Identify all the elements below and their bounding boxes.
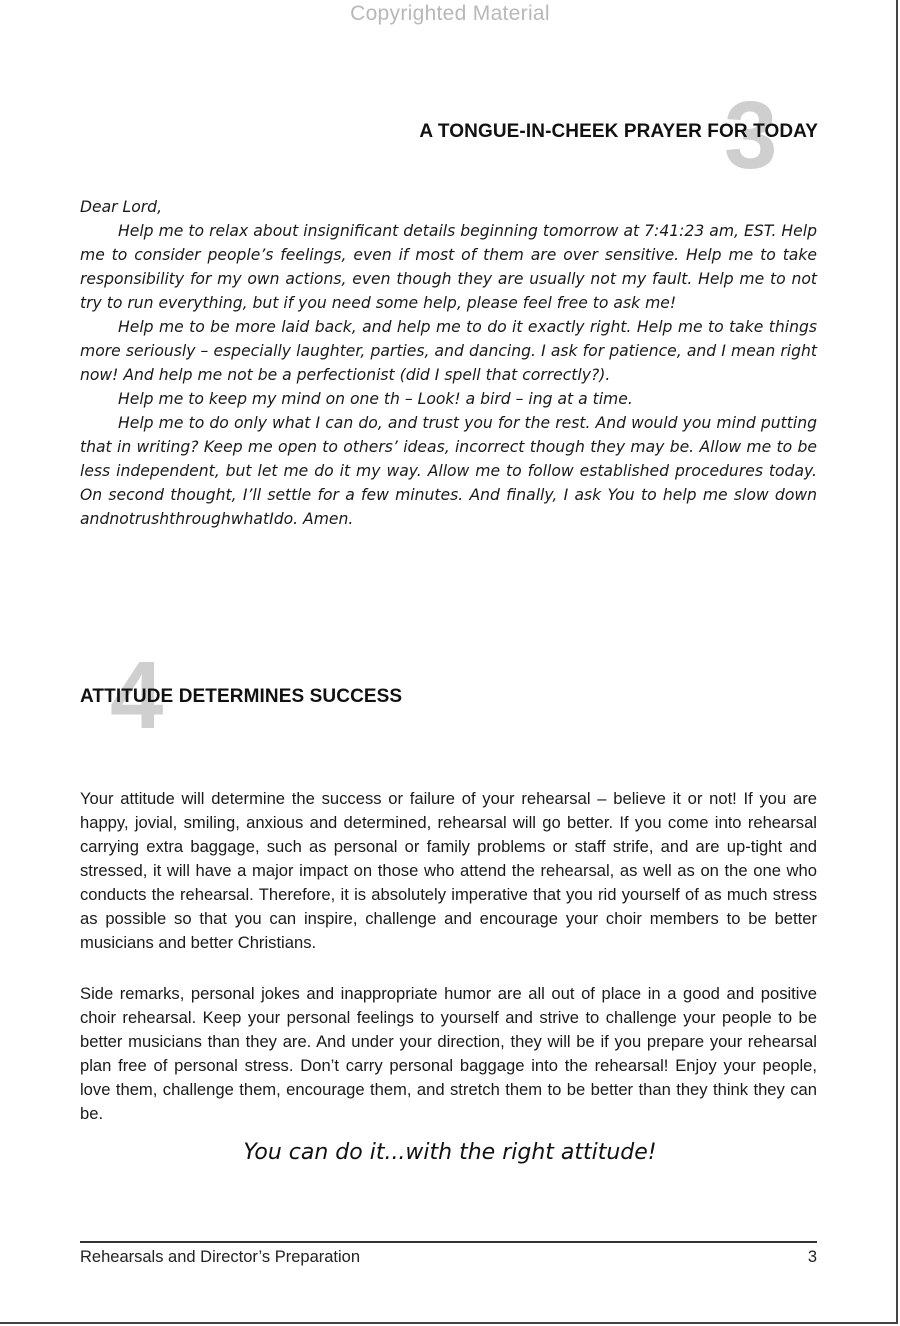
attitude-paragraph-1: Your attitude will determine the success or failure of your rehearsal – believe it or not! If you are happy, jovial, smiling, anxious and determined, rehearsal will go better. If you come into rehearsal carrying extra baggage, such as personal or family problems or staff strife, and are up-tight and stressed, it will have a major impact on those who attend the rehearsal, as well as on the one who conducts the rehearsal. Therefore, it is absolutely imperative that you rid yourself of as much stress as possible so that you can inspire, challenge and encourage your choir members to be better musicians and better Christians.	[80, 789, 817, 952]
body-paragraph	[80, 787, 817, 955]
section-number-4: 4	[110, 642, 164, 749]
footer-divider	[80, 1241, 817, 1243]
prayer-paragraph: Help me to be more laid back, and help me to do it exactly right. Help me to take things more seriously – especially laughter, parties, and dancing. I ask for patience, and I mean right now! And help me not be a perfectionist (did I spell that correctly?).	[80, 318, 817, 384]
section-number-3: 3	[724, 82, 778, 189]
page-number: 3	[807, 1248, 817, 1266]
closing-line: You can do it...with the right attitude!	[243, 1140, 657, 1165]
attitude-paragraph-2: Side remarks, personal jokes and inappropriate humor are all out of place in a good and positive choir rehearsal. Keep your personal feelings to yourself and strive to challenge your people to be better musicians than they are. And under your direction, they will be if you prepare your rehearsal plan free of personal stress. Don’t carry personal baggage into the rehearsal! Enjoy your people, love them, challenge them, encourage them, and stretch them to be better than they think they can be.	[80, 984, 817, 1123]
copyright-watermark: Copyrighted Material	[350, 2, 550, 25]
prayer-paragraph: Help me to keep my mind on one th – Look! a bird – ing at a time.	[118, 390, 633, 408]
section-3-heading: A TONGUE-IN-CHEEK PRAYER FOR TODAY	[419, 121, 818, 142]
section-4-heading: ATTITUDE DETERMINES SUCCESS	[80, 686, 403, 707]
prayer-paragraph: Help me to relax about insignificant details beginning tomorrow at 7:41:23 am, EST. Help me to consider people’s feelings, even if most of them are over sensitive. Help me to take responsibility for my own actions, even though they are usually not my fault. Help me to not try to run everything, but if you need some help, please feel free to ask me!	[80, 222, 817, 312]
prayer-salutation: Dear Lord,	[80, 198, 163, 216]
prayer-text	[80, 195, 817, 531]
footer-title: Rehearsals and Director’s Preparation	[80, 1248, 361, 1266]
body-paragraph	[80, 982, 817, 1126]
prayer-paragraph: Help me to do only what I can do, and trust you for the rest. And would you mind putting that in writing? Keep me open to others’ ideas, incorrect though they may be. Allow me to be less independent, but let me do it my way. Allow me to follow established procedures today. On second thought, I’ll settle for a few minutes. And finally, I ask You to help me slow down andnotrushthroughwhatIdo. Amen.	[80, 414, 817, 528]
